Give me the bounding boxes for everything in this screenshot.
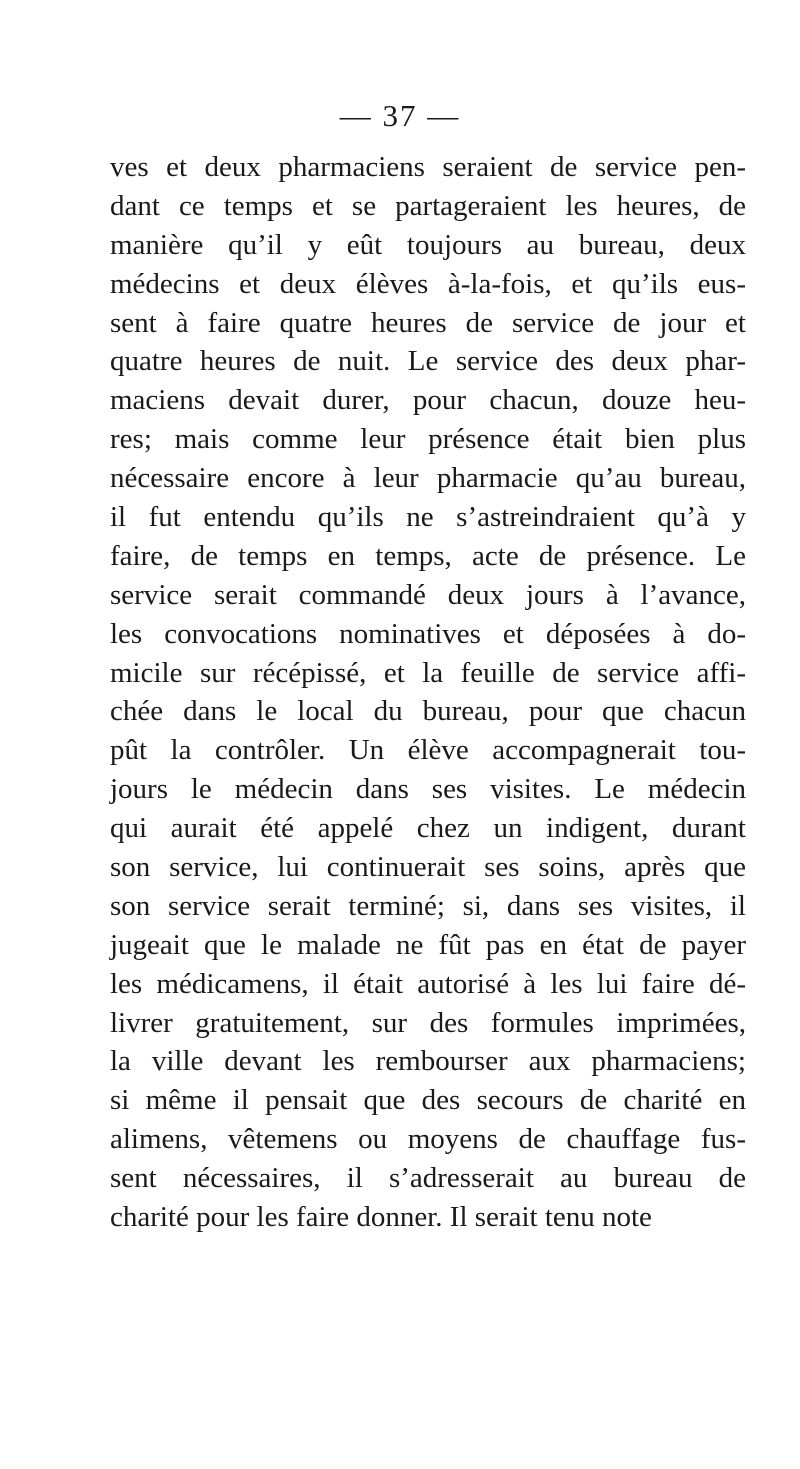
text-line: médecins et deux élèves à-la-fois, et qu’ils eus- — [110, 267, 746, 300]
text-line: alimens, vêtemens ou moyens de chauffage fus- — [110, 1123, 746, 1156]
text-line: faire, de temps en temps, acte de présence. Le — [110, 539, 746, 572]
text-line: son service, lui continuerait ses soins, après que — [110, 851, 746, 884]
text-line: la ville devant les rembourser aux pharmaciens; — [110, 1045, 746, 1078]
body-paragraph — [110, 148, 746, 1237]
text-line: charité pour les faire donner. Il serait tenu note — [110, 1201, 652, 1234]
text-line: res; mais comme leur présence était bien plus — [110, 423, 746, 456]
page-number-header: — 37 — — [339, 98, 461, 133]
text-line: son service serait terminé; si, dans ses visites, il — [110, 889, 746, 922]
text-line: chée dans le local du bureau, pour que chacun — [110, 695, 746, 728]
text-line: sent nécessaires, il s’adresserait au bureau de — [110, 1162, 746, 1195]
text-line: si même il pensait que des secours de charité en — [110, 1084, 746, 1117]
text-line: service serait commandé deux jours à l’avance, — [110, 578, 746, 611]
text-line: les médicamens, il était autorisé à les lui faire dé- — [110, 967, 746, 1000]
text-line: qui aurait été appelé chez un indigent, durant — [110, 812, 746, 845]
text-line: jugeait que le malade ne fût pas en état de payer — [110, 928, 746, 961]
text-line: manière qu’il y eût toujours au bureau, deux — [110, 228, 746, 261]
text-line: nécessaire encore à leur pharmacie qu’au bureau, — [110, 462, 746, 495]
text-line: maciens devait durer, pour chacun, douze heu- — [110, 384, 746, 417]
text-line: quatre heures de nuit. Le service des deux phar- — [110, 345, 746, 378]
text-line: micile sur récépissé, et la feuille de service affi- — [110, 656, 746, 689]
text-line: pût la contrôler. Un élève accompagnerait tou- — [110, 734, 746, 767]
text-line: dant ce temps et se partageraient les heures, de — [110, 189, 746, 222]
text-line: sent à faire quatre heures de service de jour et — [110, 306, 746, 339]
text-line: il fut entendu qu’ils ne s’astreindraient qu’à y — [110, 501, 746, 534]
text-line: les convocations nominatives et déposées à do- — [110, 617, 746, 650]
text-line: jours le médecin dans ses visites. Le médecin — [110, 773, 746, 806]
text-line: livrer gratuitement, sur des formules imprimées, — [110, 1006, 746, 1039]
text-line: ves et deux pharmaciens seraient de service pen- — [110, 151, 746, 183]
